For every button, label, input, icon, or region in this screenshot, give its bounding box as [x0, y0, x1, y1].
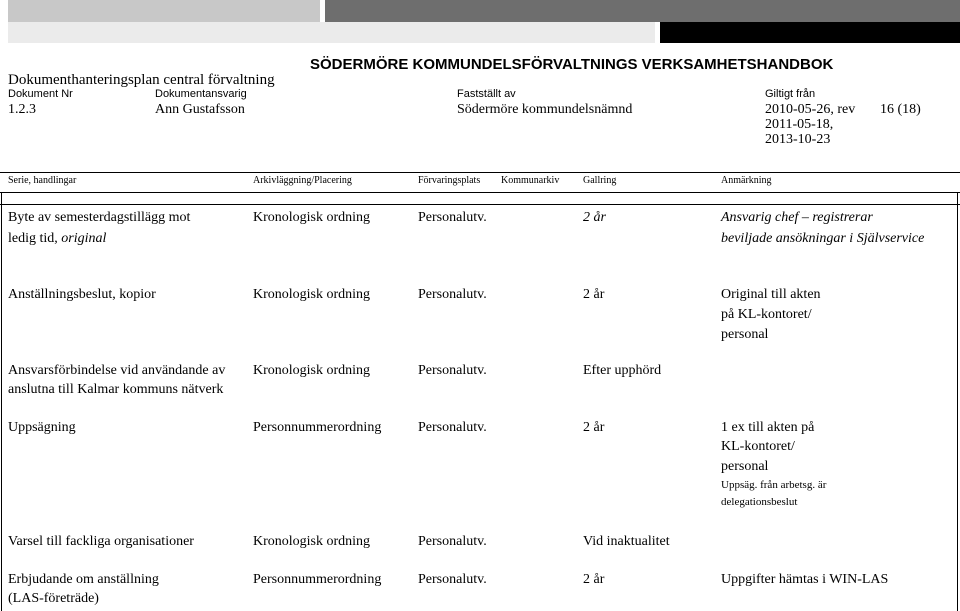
- left-rule: [1, 192, 2, 611]
- label-responsible: Dokumentansvarig: [155, 88, 247, 100]
- row1-serie-line2: ledig tid, original: [8, 231, 107, 246]
- value-valid-from-3: 2013-10-23: [765, 132, 831, 147]
- row1-serie-italic: original: [61, 231, 107, 246]
- row4-anmarkning-line4: Uppsäg. från arbetsg. är: [721, 479, 827, 491]
- col-header-anmarkning: Anmärkning: [721, 175, 772, 186]
- col-header-serie: Serie, handlingar: [8, 175, 77, 186]
- row6-anmarkning: Uppgifter hämtas i WIN-LAS: [721, 572, 889, 587]
- row1-placering: Kronologisk ordning: [253, 210, 371, 225]
- row2-placering: Kronologisk ordning: [253, 287, 371, 302]
- label-valid-from: Giltigt från: [765, 88, 816, 100]
- row5-gallring: Vid inaktualitet: [583, 534, 670, 549]
- org-title: SÖDERMÖRE KOMMUNDELSFÖRVALTNINGS VERKSAMHETSHANDBOK: [310, 56, 834, 73]
- header-bar-dark-right: [325, 0, 960, 22]
- row2-anmarkning-line2: på KL-kontoret/: [721, 307, 812, 322]
- column-header-bottom-rule-2: [0, 204, 960, 205]
- row1-gallring: 2 år: [583, 210, 606, 225]
- row2-gallring: 2 år: [583, 287, 605, 302]
- row4-anmarkning-line1: 1 ex till akten på: [721, 420, 815, 435]
- label-approved-by: Fastställt av: [457, 88, 516, 100]
- col-header-forvaring: Förvaringsplats: [418, 175, 481, 186]
- row4-placering: Personnummerordning: [253, 420, 382, 435]
- value-valid-from-1: 2010-05-26, rev: [765, 102, 856, 117]
- page-number: 16 (18): [880, 102, 921, 117]
- row4-anmarkning-line2: KL-kontoret/: [721, 439, 795, 454]
- doc-title: Dokumenthanteringsplan central förvaltning: [8, 72, 275, 88]
- row4-anmarkning-line5: delegationsbeslut: [721, 496, 798, 508]
- col-header-gallring: Gallring: [583, 175, 617, 186]
- row5-serie: Varsel till fackliga organisationer: [8, 534, 194, 549]
- row4-anmarkning-line3: personal: [721, 459, 769, 474]
- row1-anmarkning-line1: Ansvarig chef – registrerar: [721, 210, 873, 225]
- row1-anmarkning-line2: beviljade ansökningar i Självservice: [721, 231, 925, 246]
- row5-placering: Kronologisk ordning: [253, 534, 371, 549]
- row6-gallring: 2 år: [583, 572, 605, 587]
- row4-gallring: 2 år: [583, 420, 605, 435]
- column-header-bottom-rule: [0, 192, 960, 193]
- col-header-placering: Arkivläggning/Placering: [253, 175, 352, 186]
- row3-gallring: Efter upphörd: [583, 363, 662, 378]
- row1-forvaring: Personalutv.: [418, 210, 487, 225]
- column-header-top-rule: [0, 172, 960, 173]
- header-bar-light-lower: [8, 22, 655, 43]
- row4-serie: Uppsägning: [8, 420, 76, 435]
- header-bar-black-lower: [660, 22, 960, 43]
- row6-forvaring: Personalutv.: [418, 572, 487, 587]
- row3-forvaring: Personalutv.: [418, 363, 487, 378]
- value-responsible: Ann Gustafsson: [155, 102, 245, 117]
- row6-serie-line1: Erbjudande om anställning: [8, 572, 159, 587]
- label-doc-nr: Dokument Nr: [8, 88, 73, 100]
- row6-serie-line2: (LAS-företräde): [8, 591, 99, 606]
- col-header-kommunarkiv: Kommunarkiv: [501, 175, 560, 186]
- row2-anmarkning-line3: personal: [721, 327, 769, 342]
- value-doc-nr: 1.2.3: [8, 102, 36, 117]
- row2-forvaring: Personalutv.: [418, 287, 487, 302]
- row5-forvaring: Personalutv.: [418, 534, 487, 549]
- value-approved-by: Södermöre kommundelsnämnd: [457, 102, 633, 117]
- row3-serie-line2: anslutna till Kalmar kommuns nätverk: [8, 382, 224, 397]
- row2-anmarkning-line1: Original till akten: [721, 287, 821, 302]
- row4-forvaring: Personalutv.: [418, 420, 487, 435]
- row2-serie: Anställningsbeslut, kopior: [8, 287, 156, 302]
- row1-serie-line1: Byte av semesterdagstillägg mot: [8, 210, 191, 225]
- value-valid-from-2: 2011-05-18,: [765, 117, 834, 132]
- right-rule: [957, 192, 958, 611]
- header-bar-light-left: [8, 0, 320, 22]
- row6-placering: Personnummerordning: [253, 572, 382, 587]
- row3-serie-line1: Ansvarsförbindelse vid användande av: [8, 363, 226, 378]
- row3-placering: Kronologisk ordning: [253, 363, 371, 378]
